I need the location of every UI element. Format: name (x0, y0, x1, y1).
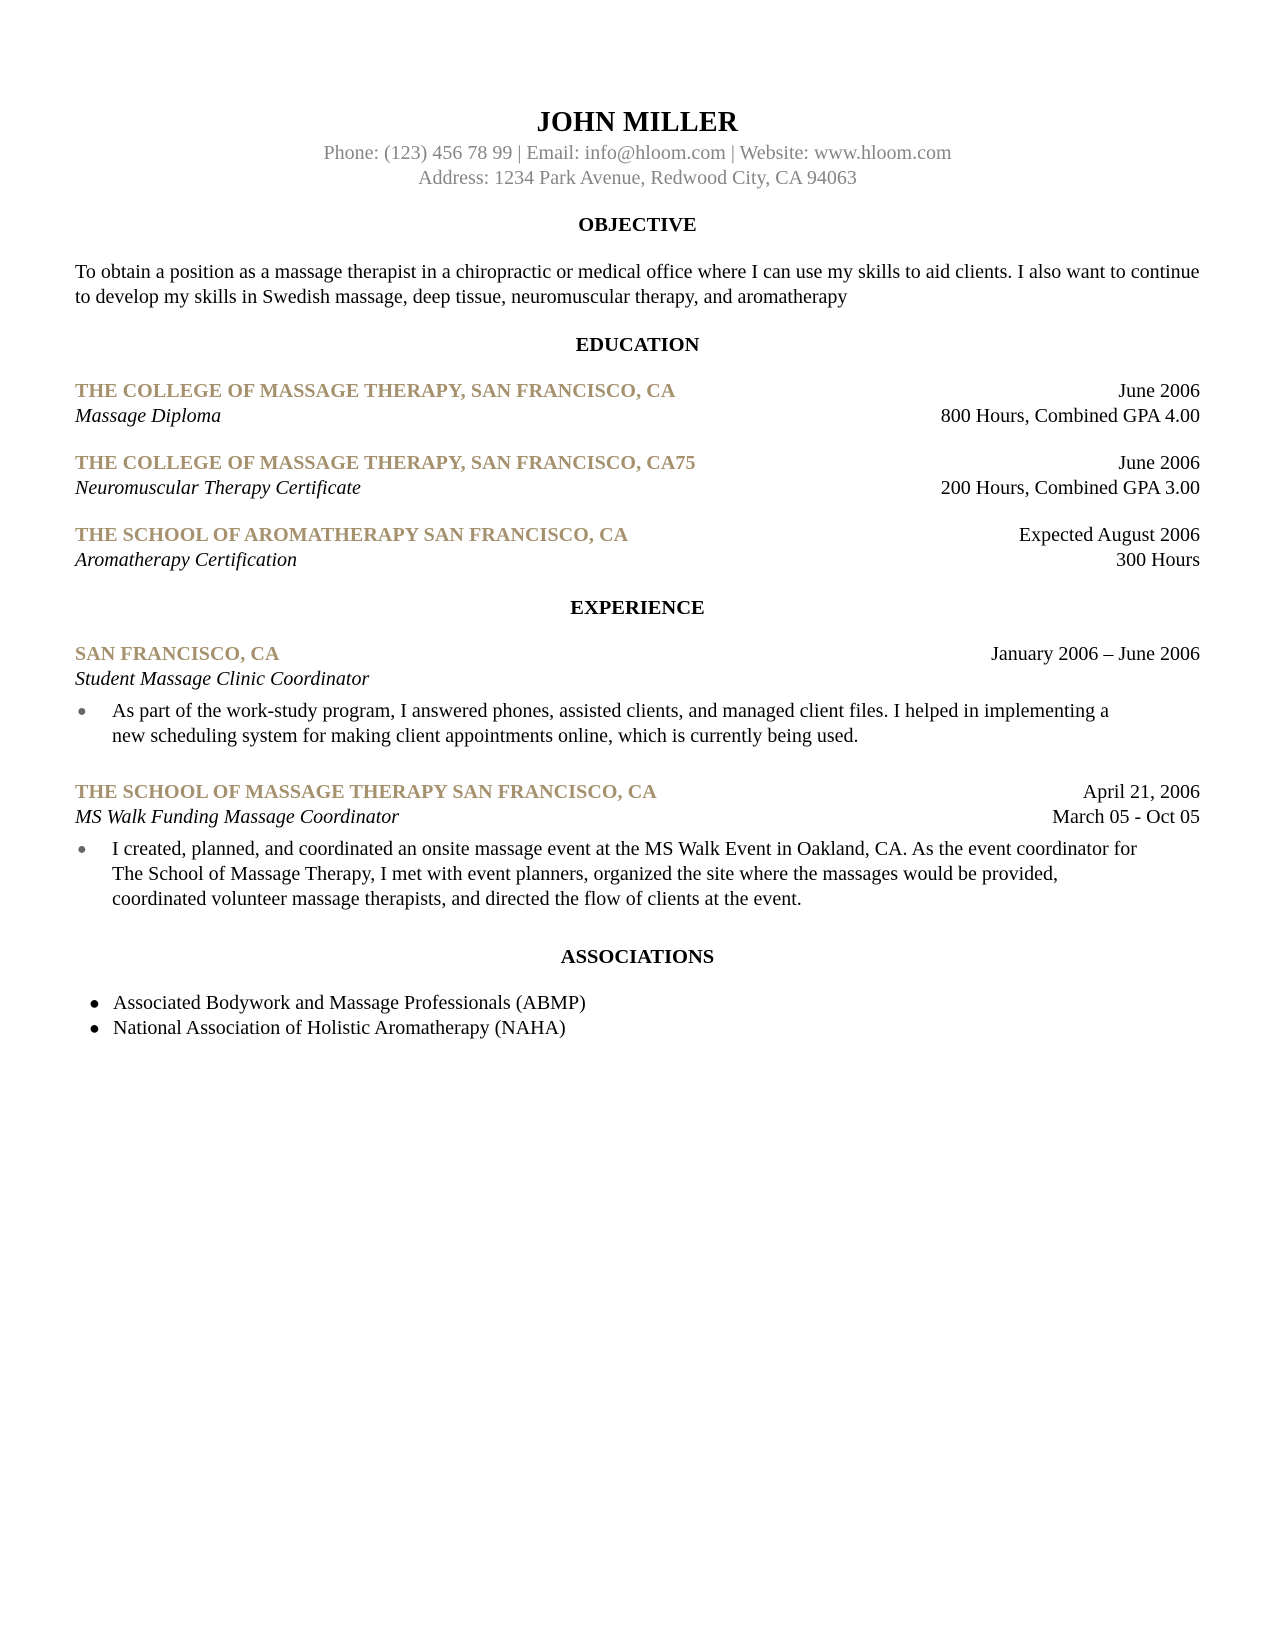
association-name: Associated Bodywork and Massage Professionals (ABMP) (113, 992, 586, 1014)
list-item (75, 699, 1142, 749)
education-entry (75, 451, 1200, 501)
bullet-icon: ● (77, 841, 87, 858)
job-role: MS Walk Funding Massage Coordinator (75, 806, 400, 828)
education-entry (75, 523, 1200, 573)
objective-text: To obtain a position as a massage therapist in a chiropractic or medical office where I can use my skills to aid clients. I also want to continue to develop my skills in Swedish massage, deep tissue, neuromuscular therapy, and aromatherapy (75, 261, 1200, 308)
education-details: 800 Hours, Combined GPA 4.00 (940, 405, 1200, 427)
school-name: THE SCHOOL OF AROMATHERAPY SAN FRANCISCO, CA (75, 524, 629, 546)
school-name: THE COLLEGE OF MASSAGE THERAPY, SAN FRANCISCO, CA75 (75, 452, 696, 474)
associations-heading: ASSOCIATIONS (560, 946, 715, 968)
education-details: 300 Hours (1116, 549, 1200, 571)
experience-bullets (75, 837, 1200, 912)
organization: SAN FRANCISCO, CA (75, 643, 280, 665)
association-name: National Association of Holistic Aromatherapy (NAHA) (113, 1017, 566, 1039)
job-role: Student Massage Clinic Coordinator (75, 668, 370, 690)
education-entry (75, 379, 1200, 429)
credential: Aromatherapy Certification (75, 549, 298, 571)
experience-entry (75, 780, 1200, 912)
credential: Neuromuscular Therapy Certificate (75, 477, 361, 499)
experience-heading: EXPERIENCE (570, 597, 705, 619)
bullet-text: I created, planned, and coordinated an onsite massage event at the MS Walk Event in Oakland, CA. As the event coordinator for The School of Massage Therapy, I met with event planners, organized the site where the massages would be provided, coordinated volunteer massage therapists, and directed the flow of clients at the event. (112, 838, 1137, 910)
bullet-icon: ● (89, 993, 100, 1013)
list-item (75, 991, 1200, 1016)
education-details: 200 Hours, Combined GPA 3.00 (940, 477, 1200, 499)
education-date: June 2006 (1118, 452, 1200, 474)
objective-heading: OBJECTIVE (578, 214, 697, 236)
bullet-icon: ● (77, 703, 87, 720)
candidate-name: JOHN MILLER (536, 107, 739, 138)
education-heading: EDUCATION (575, 334, 700, 356)
list-item (75, 1016, 1200, 1041)
education-date: June 2006 (1118, 380, 1200, 402)
role-date: March 05 - Oct 05 (1052, 806, 1200, 828)
list-item (75, 837, 1142, 912)
bullet-icon: ● (89, 1018, 100, 1038)
experience-date: April 21, 2006 (1082, 781, 1200, 803)
organization: THE SCHOOL OF MASSAGE THERAPY SAN FRANCISCO, CA (75, 781, 657, 803)
resume-page (75, 105, 1200, 1041)
address-line: Address: 1234 Park Avenue, Redwood City, CA 94063 (418, 167, 857, 189)
credential: Massage Diploma (75, 405, 222, 427)
education-date: Expected August 2006 (1018, 524, 1200, 546)
bullet-text: As part of the work-study program, I answered phones, assisted clients, and managed client files. I helped in implementing a new scheduling system for making client appointments online, which is currently being used. (112, 700, 1109, 747)
school-name: THE COLLEGE OF MASSAGE THERAPY, SAN FRANCISCO, CA (75, 380, 676, 402)
associations-list (75, 991, 1200, 1041)
experience-bullets (75, 699, 1200, 749)
contact-line: Phone: (123) 456 78 99 | Email: info@hloom.com | Website: www.hloom.com (323, 142, 952, 164)
experience-entry (75, 642, 1200, 749)
experience-date: January 2006 – June 2006 (991, 643, 1200, 665)
